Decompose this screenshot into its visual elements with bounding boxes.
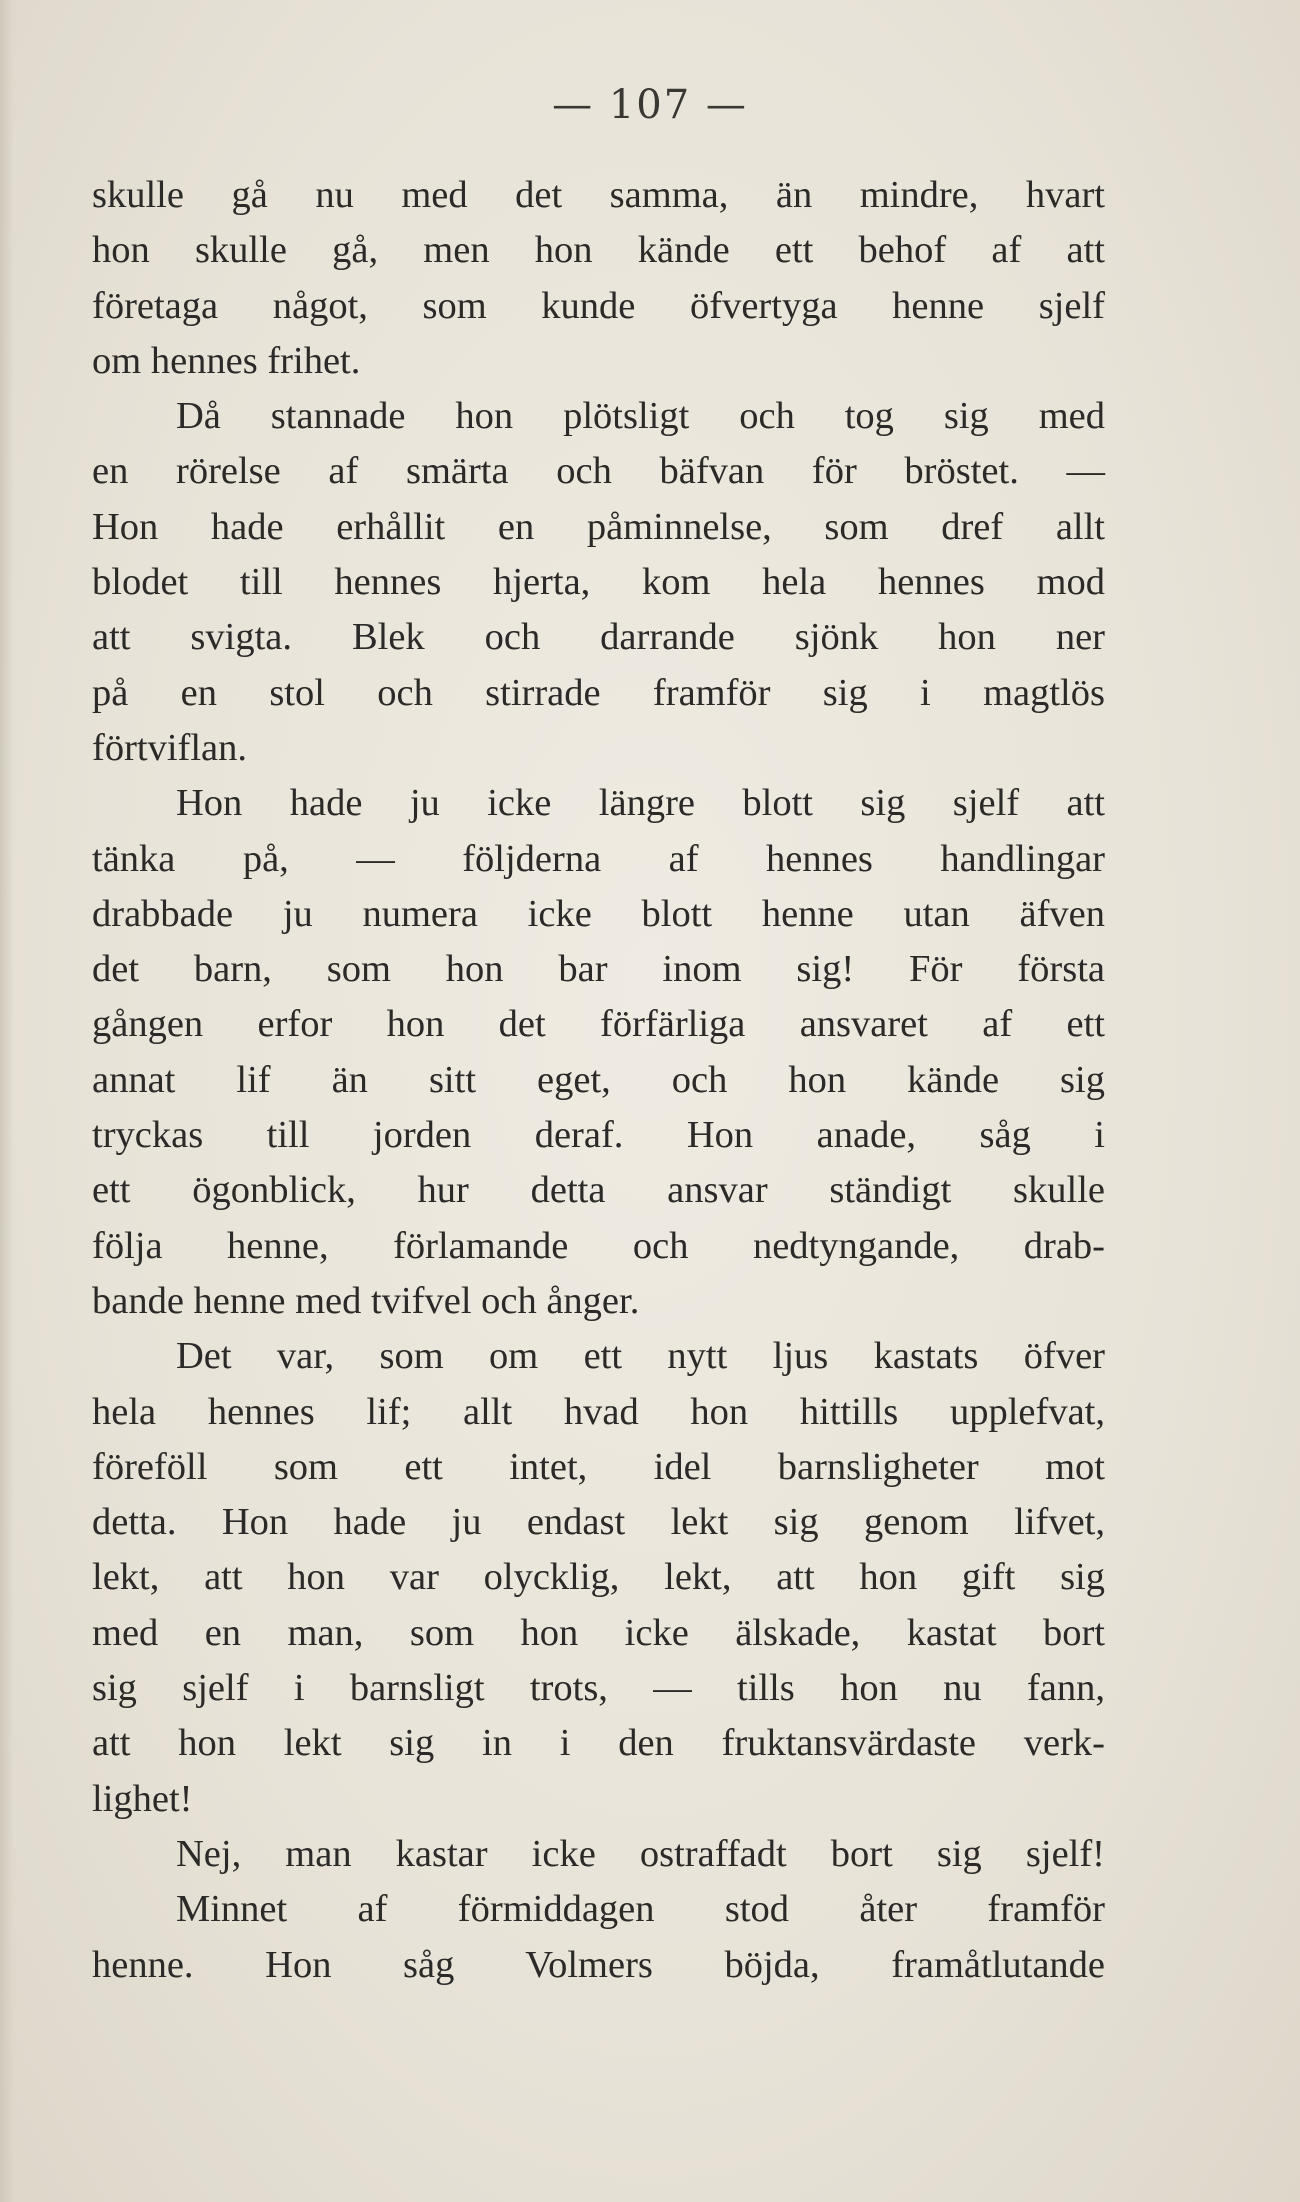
text-line: föreföll som ett intet, idel barnsligheter mot xyxy=(92,1445,1105,1488)
text-line: en rörelse af smärta och bäfvan för bröstet. — xyxy=(92,450,1105,493)
text-line: hela hennes lif; allt hvad hon hittills upplefvat, xyxy=(92,1390,1105,1433)
page-number: — 107 — xyxy=(552,82,748,128)
text-line: skulle gå nu med det samma, än mindre, hvart xyxy=(92,174,1105,216)
text-line: följa henne, förlamande och nedtyngande, drab- xyxy=(92,1224,1105,1267)
text-line: annat lif än sitt eget, och hon kände sig xyxy=(92,1058,1105,1101)
text-line: att svigta. Blek och darrande sjönk hon ner xyxy=(92,616,1105,659)
text-line: drabbade ju numera icke blott henne utan äfven xyxy=(92,892,1105,935)
text-line: förtviflan. xyxy=(92,726,248,769)
text-line: ett ögonblick, hur detta ansvar ständigt skulle xyxy=(92,1169,1105,1212)
text-line: att hon lekt sig in i den fruktansvärdaste verk- xyxy=(92,1722,1105,1765)
text-line: sig sjelf i barnsligt trots, — tills hon nu fann, xyxy=(92,1667,1105,1710)
text-line: lekt, att hon var olycklig, lekt, att hon gift sig xyxy=(92,1556,1105,1599)
text-line: Minnet af förmiddagen stod åter framför xyxy=(176,1888,1105,1931)
text-line: henne. Hon såg Volmers böjda, framåtlutande xyxy=(92,1943,1105,1986)
text-line: Då stannade hon plötsligt och tog sig med xyxy=(176,395,1105,438)
text-line: Hon hade ju icke längre blott sig sjelf att xyxy=(176,782,1105,825)
text-line: gången erfor hon det förfärliga ansvaret af ett xyxy=(92,1003,1105,1046)
text-line: lighet! xyxy=(92,1777,193,1820)
body-text xyxy=(92,168,1105,1993)
text-line: om hennes frihet. xyxy=(92,339,361,382)
text-line: det barn, som hon bar inom sig! För första xyxy=(92,948,1105,991)
text-line: bande henne med tvifvel och ånger. xyxy=(92,1279,640,1322)
text-line: blodet till hennes hjerta, kom hela hennes mod xyxy=(92,561,1105,604)
text-line: med en man, som hon icke älskade, kastat bort xyxy=(92,1611,1105,1654)
page-edge-shadow xyxy=(0,0,14,2202)
text-line: Det var, som om ett nytt ljus kastats öfver xyxy=(176,1335,1105,1378)
text-line: företaga något, som kunde öfvertyga henne sjelf xyxy=(92,284,1105,327)
text-line: Hon hade erhållit en påminnelse, som dref allt xyxy=(92,505,1105,548)
text-line: Nej, man kastar icke ostraffadt bort sig sjelf! xyxy=(176,1832,1105,1875)
text-line: tänka på, — följderna af hennes handlingar xyxy=(92,837,1105,880)
text-line: hon skulle gå, men hon kände ett behof af att xyxy=(92,229,1105,272)
text-line: detta. Hon hade ju endast lekt sig genom lifvet, xyxy=(92,1501,1105,1544)
text-line: på en stol och stirrade framför sig i magtlös xyxy=(92,671,1105,714)
text-line: tryckas till jorden deraf. Hon anade, såg i xyxy=(92,1114,1105,1157)
